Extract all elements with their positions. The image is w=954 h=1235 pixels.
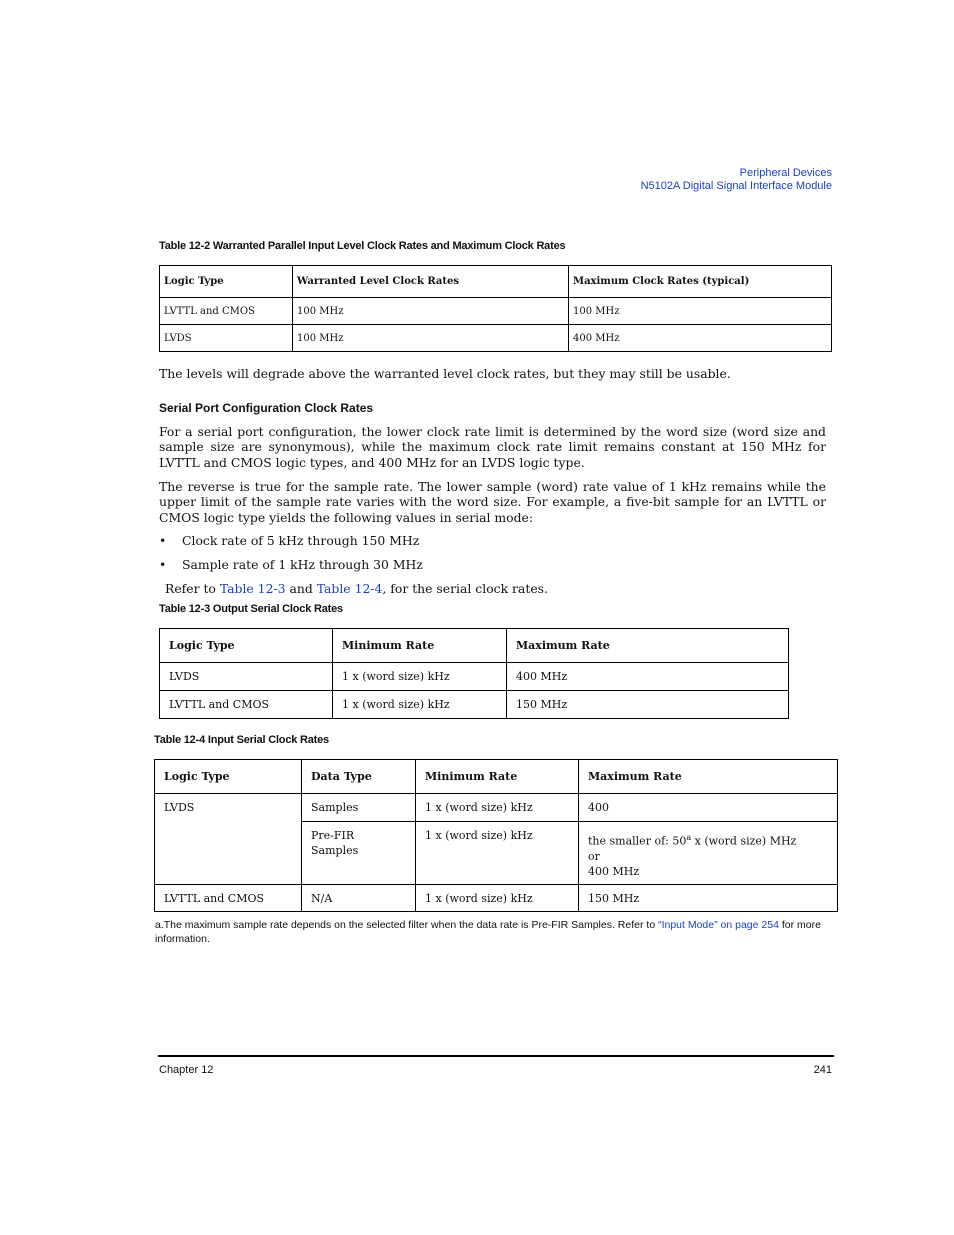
column-header: Maximum Rate <box>579 760 838 794</box>
section-heading: Serial Port Configuration Clock Rates <box>159 401 374 415</box>
column-header: Logic Type <box>155 760 302 794</box>
table-cell: 100 MHz <box>293 325 569 352</box>
table-cell: N/A <box>302 884 416 911</box>
cell-text: x (word size) MHz <box>691 834 797 848</box>
table-12-3-link[interactable]: Table 12-3 <box>219 581 286 596</box>
running-header <box>641 167 832 193</box>
table-cell: LVTTL and CMOS <box>155 884 302 911</box>
refer-mid: and <box>285 581 317 596</box>
table-cell: Samples <box>302 794 416 822</box>
table-cell: 1 x (word size) kHz <box>333 663 507 691</box>
table-cell: 150 MHz <box>579 884 838 911</box>
table-cell: 100 MHz <box>569 298 832 325</box>
footnote-suffix: for more information. <box>155 919 821 945</box>
column-header: Warranted Level Clock Rates <box>293 266 569 298</box>
table-row <box>155 884 838 911</box>
table-header-row <box>160 266 832 298</box>
table-header-row <box>160 629 789 663</box>
table-row <box>160 663 789 691</box>
footnote <box>155 918 825 946</box>
levels-paragraph: The levels will degrade above the warranted level clock rates, but they may still be usable. <box>159 366 731 381</box>
footer-rule <box>158 1055 834 1057</box>
table-12-4 <box>154 759 838 912</box>
list-item <box>159 533 419 548</box>
column-header: Data Type <box>302 760 416 794</box>
refer-suffix: , for the serial clock rates. <box>382 581 548 596</box>
table-12-3 <box>159 628 789 719</box>
table-cell: LVDS <box>155 794 302 885</box>
column-header: Minimum Rate <box>333 629 507 663</box>
table-12-2 <box>159 265 832 352</box>
refer-sentence <box>165 581 548 596</box>
cell-line: or <box>588 849 600 863</box>
table-12-4-link[interactable]: Table 12-4 <box>316 581 383 596</box>
table-cell <box>302 822 416 885</box>
table-12-2-caption: Table 12-2 Warranted Parallel Input Level Clock Rates and Maximum Clock Rates <box>159 240 566 252</box>
table-cell: 1 x (word size) kHz <box>416 822 579 885</box>
header-section-link[interactable]: Peripheral Devices <box>739 167 832 179</box>
table-cell <box>579 822 838 885</box>
list-item <box>159 557 423 572</box>
cell-line <box>588 830 828 849</box>
cell-text: the smaller of: 50 <box>588 834 687 848</box>
table-cell: 400 MHz <box>569 325 832 352</box>
table-cell: LVDS <box>160 325 293 352</box>
table-header-row <box>155 760 838 794</box>
cell-line: Samples <box>311 844 359 857</box>
table-cell: 400 <box>579 794 838 822</box>
list-item-text: Sample rate of 1 kHz through 30 MHz <box>182 557 423 572</box>
table-cell: LVTTL and CMOS <box>160 298 293 325</box>
cell-line: 400 MHz <box>588 864 640 878</box>
refer-prefix: Refer to <box>165 581 220 596</box>
bullet-icon: • <box>159 557 167 572</box>
column-header: Logic Type <box>160 629 333 663</box>
table-12-3-caption: Table 12-3 Output Serial Clock Rates <box>159 603 343 615</box>
table-cell: 1 x (word size) kHz <box>333 691 507 719</box>
column-header: Minimum Rate <box>416 760 579 794</box>
footer-page-number: 241 <box>813 1064 832 1076</box>
serial-config-paragraph: For a serial port configuration, the lower clock rate limit is determined by the word size (word size and sample size are synonymous), while the maximum clock rate limit remains constant at 150 MHz for LVTTL and CMOS logic types, and 400 MHz for an LVDS logic type. <box>159 424 826 470</box>
table-cell: 1 x (word size) kHz <box>416 884 579 911</box>
table-cell: 150 MHz <box>507 691 789 719</box>
table-12-4-caption: Table 12-4 Input Serial Clock Rates <box>154 734 329 746</box>
sample-rate-paragraph: The reverse is true for the sample rate. The lower sample (word) rate value of 1 kHz remains while the upper limit of the sample rate varies with the word size. For example, a five-bit sample for an LVTTL or CMOS logic type yields the following values in serial mode: <box>159 479 826 525</box>
table-row <box>155 794 838 822</box>
input-mode-link[interactable]: “Input Mode” on page 254 <box>658 919 779 931</box>
table-row <box>160 325 832 352</box>
table-cell: 100 MHz <box>293 298 569 325</box>
bullet-icon: • <box>159 533 167 548</box>
column-header: Logic Type <box>160 266 293 298</box>
column-header: Maximum Rate <box>507 629 789 663</box>
header-subsection-link[interactable]: N5102A Digital Signal Interface Module <box>640 180 832 192</box>
table-cell: LVDS <box>160 663 333 691</box>
table-cell: 400 MHz <box>507 663 789 691</box>
table-row <box>160 298 832 325</box>
footer-chapter: Chapter 12 <box>159 1064 214 1076</box>
footnote-text: a.The maximum sample rate depends on the selected filter when the data rate is Pre-FIR Samples. Refer to <box>155 919 659 931</box>
table-cell: 1 x (word size) kHz <box>416 794 579 822</box>
column-header: Maximum Clock Rates (typical) <box>569 266 832 298</box>
footnote-marker: a <box>686 833 692 842</box>
table-cell: LVTTL and CMOS <box>160 691 333 719</box>
cell-line: Pre-FIR <box>311 829 355 842</box>
table-row <box>160 691 789 719</box>
list-item-text: Clock rate of 5 kHz through 150 MHz <box>182 533 420 548</box>
